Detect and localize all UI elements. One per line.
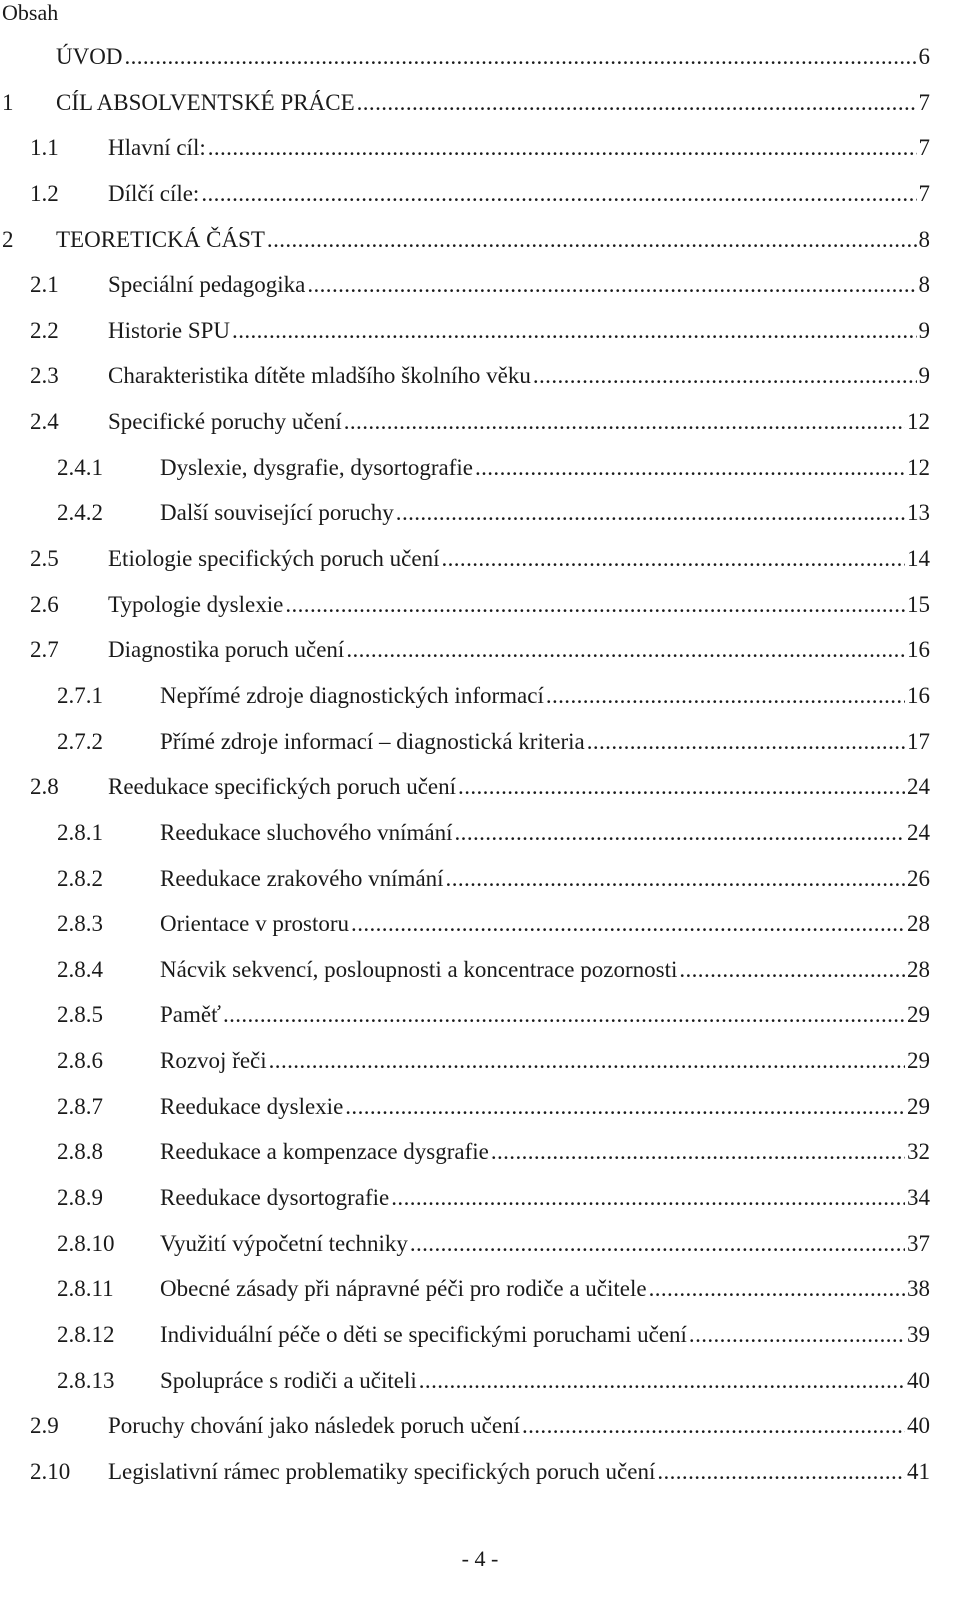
toc-entry-page: 16	[907, 682, 930, 708]
toc-entry-line	[56, 80, 930, 126]
dot-leader	[491, 1129, 905, 1175]
toc-entry-line	[160, 1175, 930, 1221]
toc-entry-page: 9	[918, 317, 930, 343]
toc-entry[interactable]	[0, 1175, 930, 1221]
toc-entry-number: 2.3	[30, 363, 59, 389]
dot-leader	[446, 856, 905, 902]
toc-entry-page: 8	[918, 226, 930, 252]
toc-entry-title: Poruchy chování jako následek poruch učení	[108, 1413, 520, 1439]
toc-entry-line	[160, 490, 930, 536]
toc-entry-title: Rozvoj řeči	[160, 1048, 267, 1074]
toc-entry[interactable]	[0, 353, 930, 399]
toc-entry-page: 37	[907, 1230, 930, 1256]
toc-entry-page: 28	[907, 911, 930, 937]
toc-entry-number: 2.8.3	[57, 911, 103, 937]
toc-entry[interactable]	[0, 673, 930, 719]
toc-entry-line	[108, 125, 930, 171]
toc-entry-page: 41	[907, 1458, 930, 1484]
toc-entry-page: 16	[907, 637, 930, 663]
toc-entry[interactable]	[0, 764, 930, 810]
dot-leader	[522, 1403, 905, 1449]
toc-entry-page: 7	[918, 135, 930, 161]
toc-entry-title: Reedukace zrakového vnímání	[160, 865, 444, 891]
toc-entry-line	[160, 901, 930, 947]
toc-entry-title: TEORETICKÁ ČÁST	[56, 226, 265, 252]
toc-entry-title: Reedukace dyslexie	[160, 1093, 344, 1119]
toc-entry-page: 38	[907, 1276, 930, 1302]
toc-entry-page: 40	[907, 1413, 930, 1439]
toc-entry-page: 24	[907, 774, 930, 800]
toc-entry-line	[108, 582, 930, 628]
toc-entry-number: 2.8.8	[57, 1139, 103, 1165]
toc-entry-number: 2.4.1	[57, 454, 103, 480]
toc-entry-page: 29	[907, 1048, 930, 1074]
dot-leader	[307, 262, 916, 308]
page-number-footer: - 4 -	[461, 1546, 499, 1571]
toc-entry-line	[160, 810, 930, 856]
toc-entry-line	[160, 1312, 930, 1358]
toc-entry-line	[108, 536, 930, 582]
toc-entry[interactable]	[0, 1266, 930, 1312]
toc-entry-line	[108, 171, 930, 217]
toc-entry-number: 2.4.2	[57, 500, 103, 526]
toc-entry-line	[108, 353, 930, 399]
toc-entry-line	[160, 947, 930, 993]
toc-entry-page: 39	[907, 1321, 930, 1347]
toc-entry-title: Reedukace a kompenzace dysgrafie	[160, 1139, 489, 1165]
dot-leader	[441, 536, 905, 582]
toc-entry-title: Individuální péče o děti se specifickými poruchami učení	[160, 1321, 687, 1347]
toc-entry[interactable]	[0, 582, 930, 628]
toc-entry-page: 8	[918, 272, 930, 298]
toc-entry-number: 1.2	[30, 180, 59, 206]
toc-entry-line	[160, 445, 930, 491]
toc-entry-title: Diagnostika poruch učení	[108, 637, 345, 663]
toc-heading: Obsah	[2, 0, 59, 25]
toc-entry-title: Typologie dyslexie	[108, 591, 284, 617]
toc-entry[interactable]	[0, 856, 930, 902]
toc-entry-number: 2.2	[30, 317, 59, 343]
toc-entry-page: 7	[918, 89, 930, 115]
toc-entry-number: 2.7	[30, 637, 59, 663]
toc-entry-line	[108, 262, 930, 308]
toc-entry-line	[160, 1221, 930, 1267]
toc-entry-line	[160, 673, 930, 719]
toc-entry[interactable]	[0, 901, 930, 947]
toc-entry-line	[108, 399, 930, 445]
toc-entry-page: 29	[907, 1093, 930, 1119]
toc-entry-number: 1	[2, 89, 14, 115]
toc-entry-title: Nácvik sekvencí, posloupnosti a koncentrace pozornosti	[160, 956, 678, 982]
dot-leader	[475, 445, 905, 491]
toc-entry-page: 12	[907, 454, 930, 480]
toc-entry-title: Legislativní rámec problematiky specifických poruch učení	[108, 1458, 656, 1484]
toc-entry-title: Specifické poruchy učení	[108, 409, 342, 435]
toc-entry[interactable]	[0, 34, 930, 80]
toc-entry[interactable]	[0, 1129, 930, 1175]
dot-leader	[344, 399, 905, 445]
toc-entry-title: Etiologie specifických poruch učení	[108, 546, 440, 572]
toc-entry-title: ÚVOD	[56, 44, 123, 69]
toc-entry-number: 2.6	[30, 591, 59, 617]
toc-entry-line	[56, 34, 930, 80]
toc-entry-line	[160, 992, 930, 1038]
toc-entry-page: 9	[918, 363, 930, 389]
dot-leader	[357, 80, 917, 126]
dot-leader	[679, 947, 905, 993]
toc-entry[interactable]	[0, 1221, 930, 1267]
toc-entry[interactable]	[0, 80, 930, 126]
toc-entry[interactable]	[0, 308, 930, 354]
dot-leader	[223, 992, 905, 1038]
toc-entry-line	[160, 1358, 930, 1404]
toc-entry[interactable]	[0, 171, 930, 217]
toc-entry-page: 29	[907, 1002, 930, 1028]
toc-entry-number: 2.8.4	[57, 956, 103, 982]
dot-leader	[649, 1266, 905, 1312]
toc-entry[interactable]	[0, 1358, 930, 1404]
toc-entry-title: Reedukace dysortografie	[160, 1185, 390, 1211]
toc-entry-line	[108, 1403, 930, 1449]
toc-entry[interactable]	[0, 490, 930, 536]
toc-entry[interactable]	[0, 627, 930, 673]
toc-entry-page: 24	[907, 819, 930, 845]
toc-entry-number: 2.8.13	[57, 1367, 115, 1393]
dot-leader	[285, 582, 905, 628]
toc-entry-page: 14	[907, 546, 930, 572]
toc-entry-page: 12	[907, 409, 930, 435]
toc-entry-title: Orientace v prostoru	[160, 911, 350, 937]
toc-entry-number: 2.8.1	[57, 819, 103, 845]
toc-entry-page: 34	[907, 1185, 930, 1211]
dot-leader	[391, 1175, 905, 1221]
toc-entry-title: Obecné zásady při nápravné péči pro rodiče a učitele	[160, 1276, 647, 1302]
toc-entry-title: Dyslexie, dysgrafie, dysortografie	[160, 454, 473, 480]
toc-entry-line	[160, 719, 930, 765]
toc-entry-title: Historie SPU	[108, 317, 231, 343]
dot-leader	[458, 764, 905, 810]
toc-entry-number: 2.7.1	[57, 682, 103, 708]
toc-entry-line	[56, 217, 930, 263]
toc-entry-number: 2.8.6	[57, 1048, 103, 1074]
dot-leader	[201, 171, 916, 217]
toc-entry-title: Speciální pedagogika	[108, 272, 306, 298]
toc-entry-title: Charakteristika dítěte mladšího školního věku	[108, 363, 531, 389]
toc-entry[interactable]	[0, 217, 930, 263]
toc-entry-page: 28	[907, 956, 930, 982]
toc-entry-line	[160, 856, 930, 902]
dot-leader	[419, 1358, 905, 1404]
toc-entry-line	[160, 1038, 930, 1084]
toc-entry-page: 15	[907, 591, 930, 617]
toc-entry-number: 2.8.11	[57, 1276, 114, 1302]
toc-entry[interactable]	[0, 399, 930, 445]
dot-leader	[269, 1038, 905, 1084]
dot-leader	[396, 490, 905, 536]
toc-entry-number: 2.8.2	[57, 865, 103, 891]
toc-entry-title: Přímé zdroje informací – diagnostická kriteria	[160, 728, 585, 754]
toc-entry-line	[108, 764, 930, 810]
toc-entry[interactable]	[0, 1038, 930, 1084]
dot-leader	[587, 719, 905, 765]
toc-entry-title: Reedukace sluchového vnímání	[160, 819, 453, 845]
toc-entry-title: Dílčí cíle:	[108, 180, 200, 206]
dot-leader	[267, 217, 917, 263]
toc-entry-number: 1.1	[30, 135, 59, 161]
toc-entry[interactable]	[0, 719, 930, 765]
toc-entry-number: 2.8.5	[57, 1002, 103, 1028]
dot-leader	[345, 1084, 905, 1130]
toc-entry-line	[108, 308, 930, 354]
toc-entry-page: 6	[918, 44, 930, 69]
toc-entry-number: 2.5	[30, 546, 59, 572]
toc-entry-number: 2.7.2	[57, 728, 103, 754]
toc-entry-page: 17	[907, 728, 930, 754]
toc-entry[interactable]	[0, 1403, 930, 1449]
toc-entry-number: 2.4	[30, 409, 59, 435]
toc-entry[interactable]	[0, 1449, 930, 1495]
toc-entry[interactable]	[0, 992, 930, 1038]
toc-entry-title: Nepřímé zdroje diagnostických informací	[160, 682, 544, 708]
toc-entry-title: Paměť	[160, 1002, 221, 1028]
dot-leader	[657, 1449, 905, 1495]
toc-entry-title: CÍL ABSOLVENTSKÉ PRÁCE	[56, 89, 355, 115]
dot-leader	[689, 1312, 905, 1358]
toc-entry-number: 2	[2, 226, 14, 252]
toc-entry-page: 40	[907, 1367, 930, 1393]
toc-entry-number: 2.9	[30, 1413, 59, 1439]
toc-entry-title: Další související poruchy	[160, 500, 394, 526]
dot-leader	[546, 673, 905, 719]
toc-entry-number: 2.8	[30, 774, 59, 800]
toc-entry-title: Využití výpočetní techniky	[160, 1230, 408, 1256]
toc-entry-number: 2.1	[30, 272, 59, 298]
dot-leader	[124, 34, 916, 80]
toc-entry-page: 26	[907, 865, 930, 891]
dot-leader	[208, 125, 917, 171]
toc-entry[interactable]	[0, 125, 930, 171]
toc-entry-line	[108, 1449, 930, 1495]
dot-leader	[232, 308, 916, 354]
toc-entry[interactable]	[0, 947, 930, 993]
toc-entry[interactable]	[0, 1312, 930, 1358]
toc-entry-line	[108, 627, 930, 673]
toc-entry-line	[160, 1084, 930, 1130]
dot-leader	[346, 627, 905, 673]
table-of-contents	[0, 34, 930, 1495]
dot-leader	[533, 353, 917, 399]
toc-entry-page: 13	[907, 500, 930, 526]
toc-entry-number: 2.10	[30, 1458, 71, 1484]
toc-entry[interactable]	[0, 810, 930, 856]
toc-entry-page: 7	[918, 180, 930, 206]
dot-leader	[351, 901, 905, 947]
toc-entry-number: 2.8.10	[57, 1230, 115, 1256]
toc-entry[interactable]	[0, 536, 930, 582]
toc-entry[interactable]	[0, 1084, 930, 1130]
dot-leader	[455, 810, 905, 856]
toc-entry[interactable]	[0, 445, 930, 491]
toc-entry-number: 2.8.9	[57, 1185, 103, 1211]
toc-entry[interactable]	[0, 262, 930, 308]
toc-entry-page: 32	[907, 1139, 930, 1165]
toc-entry-title: Spolupráce s rodiči a učiteli	[160, 1367, 417, 1393]
toc-entry-line	[160, 1266, 930, 1312]
toc-entry-title: Reedukace specifických poruch učení	[108, 774, 457, 800]
dot-leader	[410, 1221, 905, 1267]
toc-entry-number: 2.8.7	[57, 1093, 103, 1119]
toc-entry-title: Hlavní cíl:	[108, 135, 206, 161]
toc-entry-line	[160, 1129, 930, 1175]
toc-entry-number: 2.8.12	[57, 1321, 115, 1347]
